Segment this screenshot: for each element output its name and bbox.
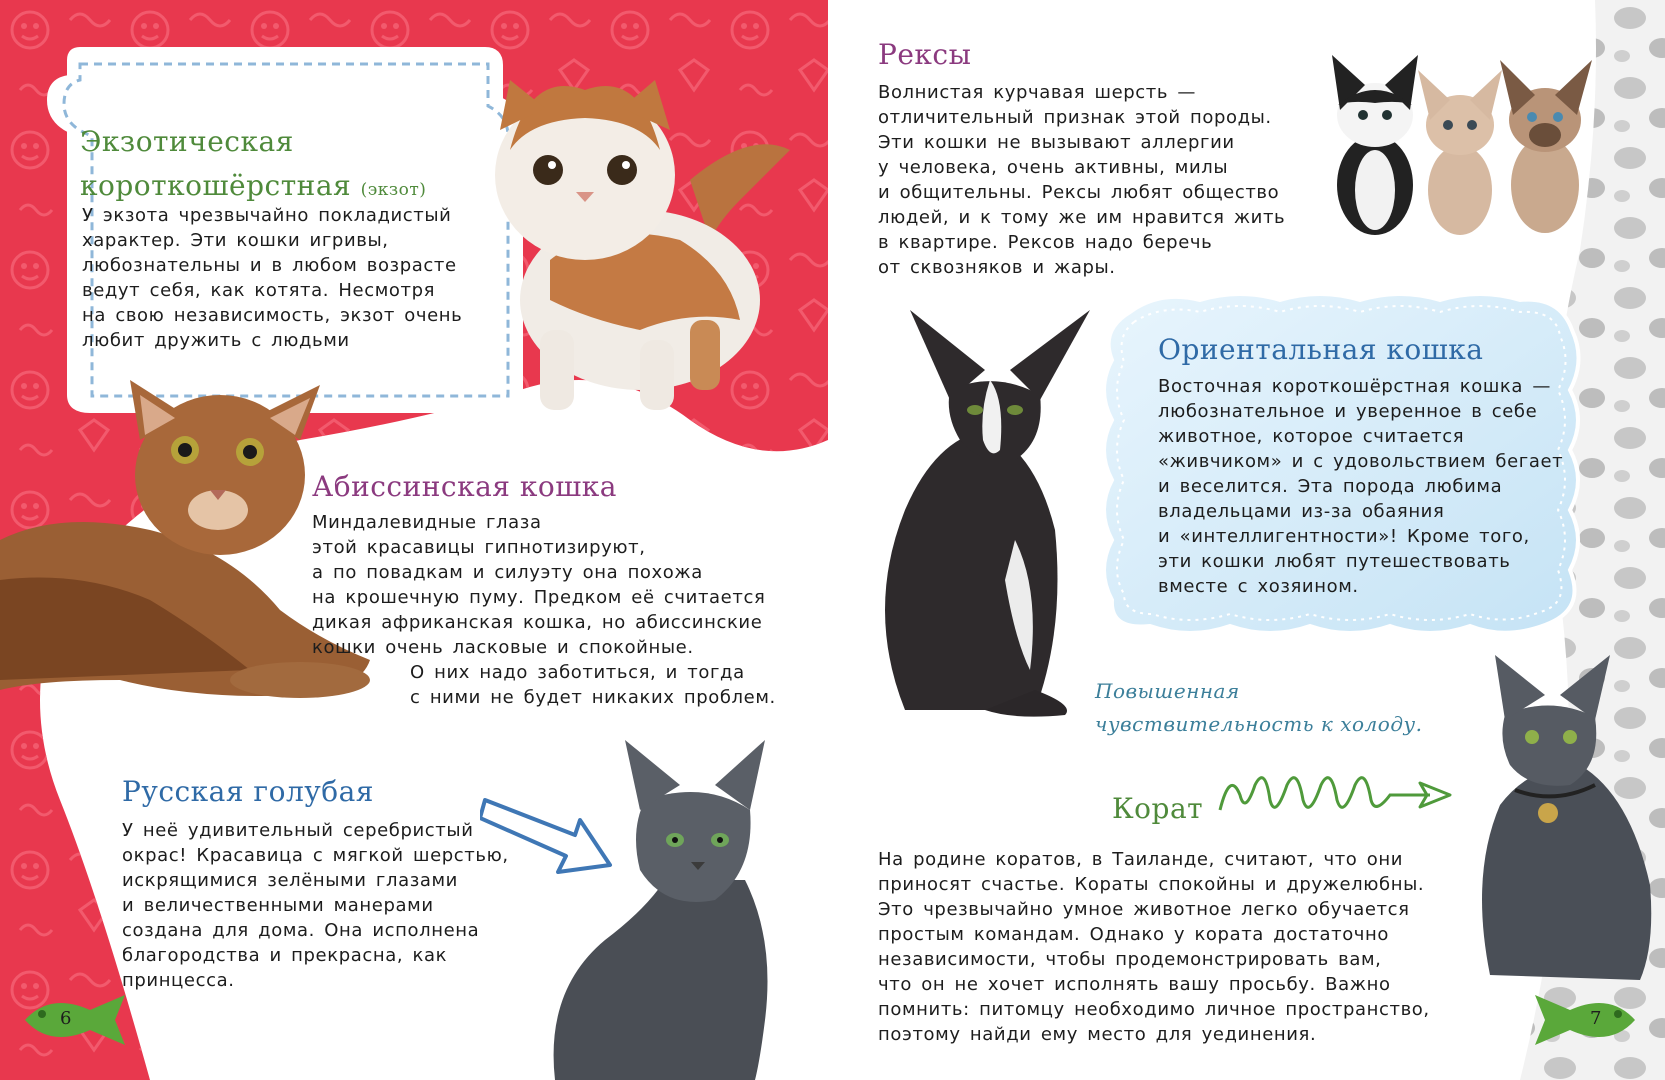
abyssinian-title: Абиссинская кошка: [312, 470, 617, 503]
korat-line: поэтому найди ему место для уединения.: [878, 1024, 1317, 1045]
page-number-left: [20, 990, 130, 1050]
rex-line: Волнистая курчавая шерсть —: [878, 82, 1196, 103]
rex-line: Эти кошки не вызывают аллергии: [878, 132, 1235, 153]
rex-line: и общительны. Рексы любят общество: [878, 182, 1280, 203]
russian-blue-line: искрящимися зелёными глазами: [122, 870, 458, 891]
rex-line: людей, и к тому же им нравится жить: [878, 207, 1286, 228]
oriental-line: вместе с хозяином.: [1158, 576, 1359, 597]
korat-line: На родине коратов, в Таиланде, считают, что они: [878, 849, 1404, 870]
abyssinian-line: с ними не будет никаких проблем.: [410, 687, 776, 708]
arrow-icon: [480, 790, 620, 880]
oriental-line: и «интеллигентности»! Кроме того,: [1158, 526, 1530, 547]
fish-icon: [20, 990, 130, 1050]
abyssinian-description: [312, 510, 776, 710]
exotic-line: У экзота чрезвычайно покладистый: [82, 205, 452, 226]
exotic-line: ведут себя, как котята. Несмотря: [82, 280, 436, 301]
abyssinian-line: О них надо заботиться, и тогда: [410, 662, 745, 683]
exotic-title-line-1: Экзотическая: [80, 125, 294, 158]
oriental-line: «живчиком» и с удовольствием бегает: [1158, 451, 1564, 472]
russian-blue-line: У неё удивительный серебристый: [122, 820, 474, 841]
russian-blue-description: [122, 818, 509, 993]
oriental-line: эти кошки любят путешествовать: [1158, 551, 1511, 572]
korat-line: независимости, чтобы продемонстрировать вам,: [878, 949, 1382, 970]
russian-blue-line: и величественными манерами: [122, 895, 434, 916]
korat-cat-photo: [1470, 655, 1665, 985]
russian-blue-line: создана для дома. Она исполнена: [122, 920, 480, 941]
page-number-left-text: 6: [60, 1008, 72, 1029]
korat-title: Корат: [1112, 792, 1204, 825]
exotic-title: [80, 120, 426, 212]
russian-blue-line: принцесса.: [122, 970, 235, 991]
rex-line: отличительный признак этой породы.: [878, 107, 1272, 128]
korat-line: простым командам. Однако у кората достаточно: [878, 924, 1390, 945]
exotic-title-line-2-text: короткошёрстная: [80, 169, 352, 202]
korat-line: что он не хочет исполнять вашу просьбу. Важно: [878, 974, 1391, 995]
oriental-line: владельцами из-за обаяния: [1158, 501, 1445, 522]
oriental-title: Ориентальная кошка: [1158, 333, 1484, 366]
abyssinian-line: а по повадкам и силуэту она похожа: [312, 562, 703, 583]
oriental-note-line: чувствительность к холоду.: [1095, 712, 1423, 736]
exotic-title-note: (экзот): [360, 180, 427, 200]
rex-line: от сквозняков и жары.: [878, 257, 1116, 278]
oriental-note: [1095, 675, 1422, 741]
rex-description: [878, 80, 1285, 280]
rex-line: в квартире. Рексов надо беречь: [878, 232, 1213, 253]
rex-kittens-photo: [1330, 55, 1600, 240]
exotic-cat-photo: [490, 70, 800, 415]
exotic-line: любит дружить с людьми: [82, 330, 350, 351]
abyssinian-line: кошки очень ласковые и спокойные.: [312, 637, 694, 658]
page-number-right-text: 7: [1590, 1008, 1602, 1029]
fish-icon: [1530, 990, 1640, 1050]
russian-blue-line: благородства и прекрасна, как: [122, 945, 448, 966]
exotic-line: любознательны и в любом возрасте: [82, 255, 457, 276]
exotic-description: [82, 203, 462, 353]
abyssinian-line: Миндалевидные глаза: [312, 512, 542, 533]
russian-blue-line: окрас! Красавица с мягкой шерстью,: [122, 845, 509, 866]
russian-blue-title: Русская голубая: [122, 775, 374, 808]
oriental-line: животное, которое считается: [1158, 426, 1465, 447]
abyssinian-line: на крошечную пуму. Предком её считается: [312, 587, 766, 608]
abyssinian-line: дикая африканская кошка, но абиссинские: [312, 612, 763, 633]
oriental-line: любознательное и уверенное в себе: [1158, 401, 1538, 422]
oriental-cat-photo: [865, 310, 1115, 720]
korat-line: помнить: питомцу необходимо личное пространство,: [878, 999, 1430, 1020]
exotic-line: характер. Эти кошки игривы,: [82, 230, 389, 251]
korat-line: приносят счастье. Кораты спокойны и дружелюбны.: [878, 874, 1425, 895]
korat-line: Это чрезвычайно умное животное легко обучается: [878, 899, 1410, 920]
oriental-note-line: Повышенная: [1095, 679, 1240, 703]
abyssinian-line: этой красавицы гипнотизируют,: [312, 537, 646, 558]
korat-description: [878, 847, 1430, 1047]
oriental-line: Восточная короткошёрстная кошка —: [1158, 376, 1551, 397]
oriental-description: [1158, 374, 1563, 599]
page-number-right: [1530, 990, 1640, 1050]
exotic-line: на свою независимость, экзот очень: [82, 305, 463, 326]
rex-title: Рексы: [878, 38, 972, 71]
rex-line: у человека, очень активны, милы: [878, 157, 1229, 178]
oriental-line: и веселится. Эта порода любима: [1158, 476, 1503, 497]
curly-arrow-icon: [1215, 765, 1460, 825]
